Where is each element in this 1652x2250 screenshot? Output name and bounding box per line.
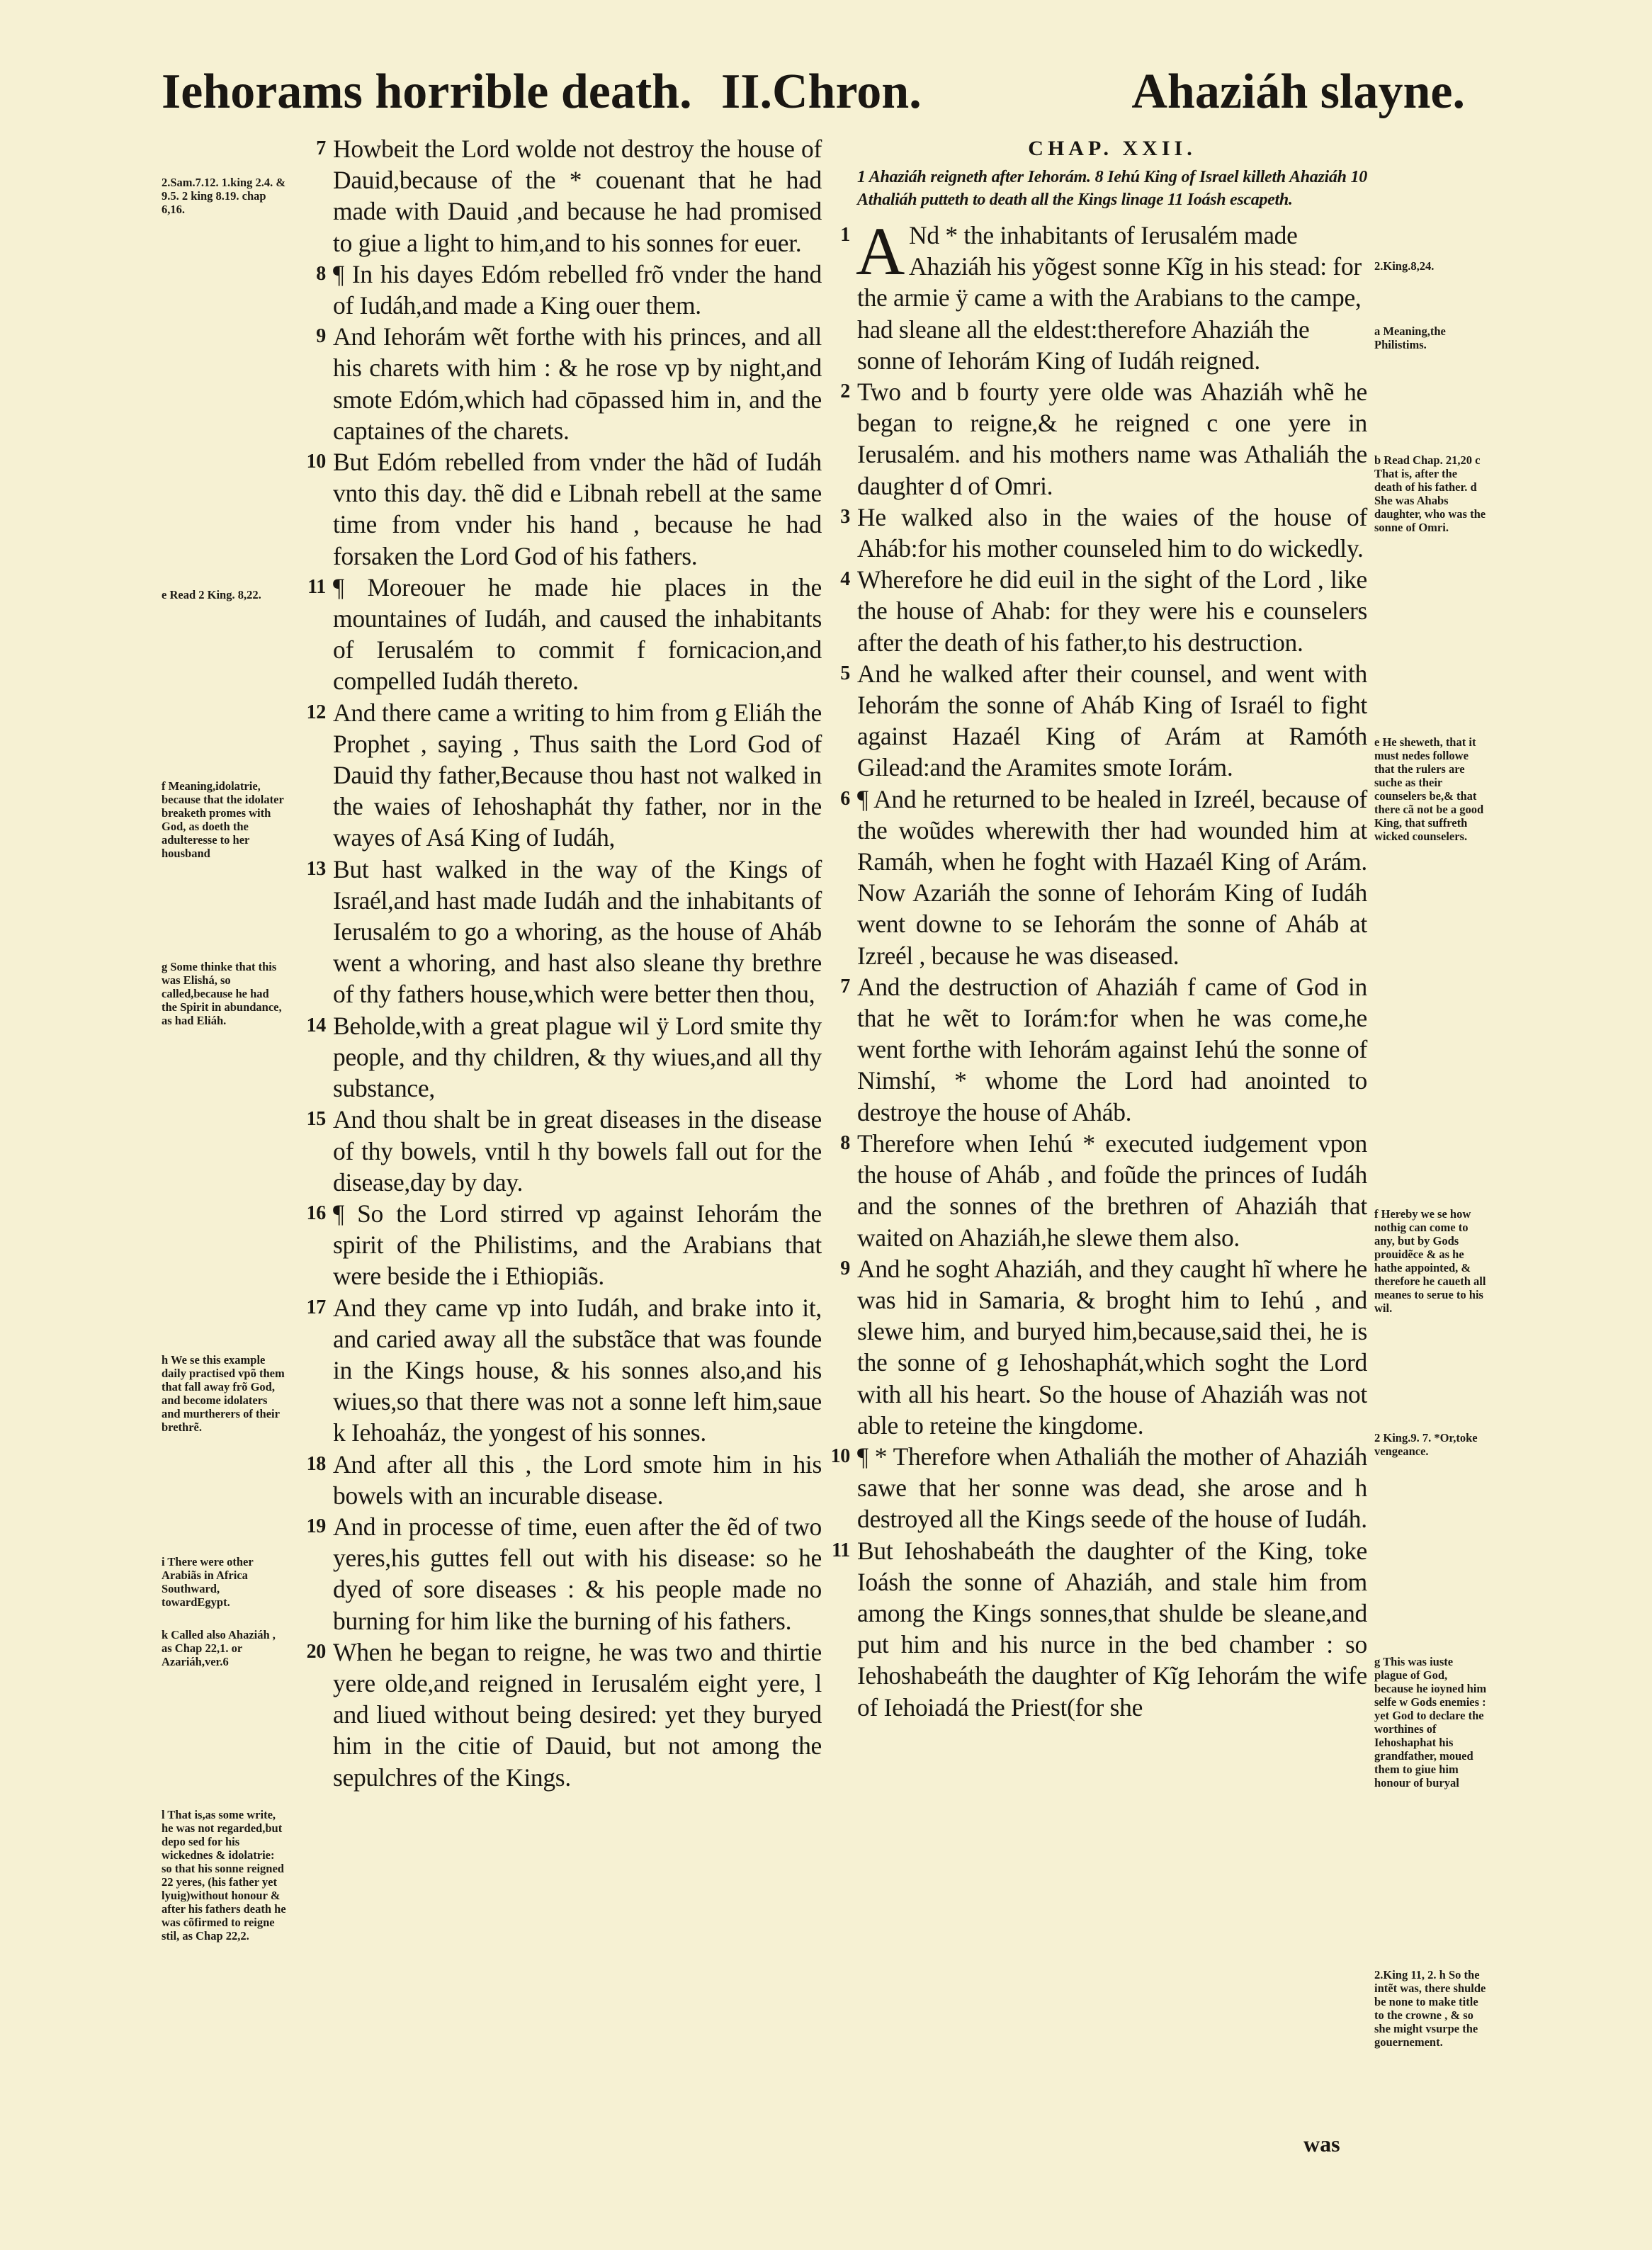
verse-number: 11 (307, 575, 326, 598)
verse-text: ¶ In his dayes Edóm rebelled frõ vnder the hand of Iudáh,and made a King ouer them. (333, 259, 822, 320)
verse-text: He walked also in the waies of the house of Aháb:for his mother counseled him to do wickedly. (857, 502, 1367, 563)
verse (306, 1010, 822, 1104)
right-text-column (830, 133, 1367, 1723)
verse-number: 11 (832, 1539, 850, 1561)
verse-number: 8 (316, 262, 326, 285)
verse-number: 6 (840, 787, 850, 810)
margin-note: k Called also Ahaziáh , as Chap 22,1. or Azariáh,ver.6 (162, 1628, 276, 1668)
margin-note: 2.King 11, 2. h So the intẽt was, there shulde be none to make title to the crowne , & so she might vsurpe the gouernement. (1374, 1968, 1486, 2049)
verse-number: 12 (306, 701, 326, 723)
verse-text: And thou shalt be in great diseases in the disease of thy bowels, vntil h thy bowels fall out for the disease,day by day. (333, 1105, 822, 1197)
verse-number: 7 (840, 975, 850, 997)
verse-text: And in processe of time, euen after the ẽd of two yeres,his guttes fell out with his disease: so he dyed of sore diseases : & his people made no burning for him like the burning of his fathers. (333, 1512, 822, 1635)
running-head (162, 64, 1465, 128)
margin-note: e Read 2 King. 8,22. (162, 588, 261, 601)
verse-number: 8 (840, 1131, 850, 1154)
verse-text: Wherefore he did euil in the sight of the Lord , like the house of Ahab: for they were his e counselers after the death of his father,to his destruction. (857, 565, 1367, 657)
margin-note: f Meaning,idolatrie, because that the idolater breaketh promes with God, as doeth the adulteresse to her housband (162, 779, 284, 860)
chapter-argument: 1 Ahaziáh reigneth after Iehorám. 8 Iehú King of Israel killeth Ahaziáh 10 Athaliáh putteth to death all the Kings linage 11 Ioásh escapeth. (857, 168, 1367, 209)
verse (832, 1535, 1367, 1723)
verse-number: 18 (306, 1452, 326, 1475)
verse (306, 1104, 822, 1198)
margin-note: 2 King.9. 7. *Or,toke vengeance. (1374, 1431, 1478, 1458)
verse (840, 376, 1367, 502)
verse (316, 259, 822, 321)
verse-text: Two and b fourty yere olde was Ahaziáh whẽ he began to reigne,& he reigned c one yere in Ierusalém. and his mothers name was Athaliáh the daughter d of Omri. (857, 378, 1367, 500)
verse-text: ¶ So the Lord stirred vp against Iehorám the spirit of the Philistims, and the Arabians that were beside the i Ethiopiãs. (333, 1199, 822, 1291)
verse-text: And they came vp into Iudáh, and brake into it, and caried away all the substãce that was founde in the Kings house, & his sonnes also,and his wiues,so that there was not a sonne left him,saue k Iehoaház, the yongest of his sonnes. (333, 1293, 822, 1447)
verse-text: When he began to reigne, he was two and thirtie yere olde,and reigned in Ierusalém eight yere, l and liued without being desired: yet they buryed him in the citie of Dauid, but not among the sepulchres of the Kings. (333, 1637, 822, 1792)
running-head-left: Iehorams horrible death. (162, 64, 692, 119)
verse (316, 321, 822, 446)
verse-text: ¶ And he returned to be healed in Izreél, because of the woũdes wherewith ther had wounded him at Ramáh, when he foght with Hazaél King of Arám. Now Azariáh the sonne of Iehorám King of Iudáh went downe to se Iehorám the sonne of Aháb at Izreél , because he was diseased. (857, 784, 1367, 970)
margin-note: g This was iuste plague of God, because he ioyned him selfe w Gods enemies : yet God to declare the worthines of Iehoshaphat his grandfather, moued them to giue him honour of buryal (1374, 1655, 1487, 1790)
running-head-book: II.Chron. (721, 64, 922, 119)
verse-number: 1 (840, 224, 850, 246)
verse-text: Howbeit the Lord wolde not destroy the house of Dauid,because of the * couenant that he had made with Dauid ,and because he had promised to giue a light to him,and to his sonnes for euer. (333, 135, 822, 257)
margin-note: e He sheweth, that it must nedes followe that the rulers are suche as their counselers be,& that there cã not be a good King, that suffreth wicked counselers. (1374, 735, 1484, 843)
verse (840, 658, 1367, 784)
verse-number: 17 (306, 1296, 326, 1318)
margin-note: l That is,as some write, he was not regarded,but depo sed for his wickednes & idolatrie: so that his sonne reigned 22 yeres, (his father yet lyuig)without honour & after his fathers death he was cõfirmed to reigne stil, as Chap 22,2. (162, 1808, 286, 1943)
verse-number: 5 (840, 662, 850, 684)
margin-note: f Hereby we se how nothig can come to any, but by Gods prouidẽce & as he hathe appointed, & therefore he caueth all meanes to serue to his wil. (1374, 1207, 1486, 1315)
drop-cap: A (856, 213, 905, 289)
verse-text: Beholde,with a great plague wil ÿ Lord smite thy people, and thy children, & thy wiues,and all thy substance, (333, 1011, 822, 1103)
chapter-heading: CHAP. XXII. (1028, 137, 1196, 160)
verse-number: 2 (840, 380, 850, 403)
verse-number: 14 (306, 1014, 326, 1036)
margin-note: b Read Chap. 21,20 c That is, after the death of his father. d She was Ahabs daughter, who was the sonne of Omri. (1374, 453, 1486, 534)
verse-number: 7 (316, 137, 326, 159)
verse (306, 854, 822, 1010)
margin-note: a Meaning,the Philistims. (1374, 324, 1446, 351)
verse (840, 971, 1367, 1128)
verse-number: 16 (306, 1202, 326, 1224)
verse-text: And he soght Ahaziáh, and they caught hĩ where he was hid in Samaria, & broght him to Iehú , and slewe him, and buryed him,because,said thei, he is the sonne of g Iehoshaphát,which soght the Lord with all his heart. So the house of Ahaziáh was not able to reteine the kingdome. (857, 1254, 1367, 1440)
verse-number: 9 (316, 325, 326, 348)
left-text-column (306, 133, 822, 1793)
verse (306, 1511, 822, 1636)
verse (830, 1441, 1367, 1535)
verse-number: 3 (840, 505, 850, 528)
verse (840, 502, 1367, 564)
verse-number: 20 (306, 1640, 326, 1663)
verse-text: Therefore when Iehú * executed iudgement vpon the house of Aháb , and foũde the princes of Iudáh and the sonnes of the brethren of Ahaziáh that waited on Ahaziáh,he slewe them also. (857, 1129, 1367, 1252)
margin-note: i There were other Arabiãs in Africa Southward, towardEgypt. (162, 1555, 254, 1609)
verse-text: And Iehorám wẽt forthe with his princes, and all his charets with him : & he rose vp by night,and smote Edóm,which had cōpassed him in, and the captaines of the charets. (333, 322, 822, 445)
verse (306, 1292, 822, 1449)
verse-text: And there came a writing to him from g Eliáh the Prophet , saying , Thus saith the Lord God of Dauid thy father,Because thou hast not walked in the waies of Iehoshaphát thy father, nor in the wayes of Asá King of Iudáh, (333, 698, 822, 852)
verse (316, 133, 822, 259)
verse (306, 1636, 822, 1793)
verse-text: And he walked after their counsel, and went with Iehorám the sonne of Aháb King of Israél to fight against Hazaél King of Arám at Ramóth Gilead:and the Aramites smote Iorám. (857, 659, 1367, 782)
verse-text: But Iehoshabeáth the daughter of the King, toke Ioásh the sonne of Ahaziáh, and stale him from among the Kings sonnes,that shulde be sleane,and put him and his nurce in the bed chamber : so Iehoshabeáth the daughter of Kĩg Iehorám the wife of Iehoiadá the Priest(for she (857, 1536, 1367, 1722)
verse-text: And after all this , the Lord smote him in his bowels with an incurable disease. (333, 1449, 822, 1510)
verse (840, 784, 1367, 971)
verse-number: 10 (830, 1445, 850, 1467)
verse-text: But Edóm rebelled from vnder the hãd of Iudáh vnto this day. thẽ did e Libnah rebell at the same time from vnder his hand , because he had forsaken the Lord God of his fathers. (333, 448, 822, 570)
verse (840, 1253, 1367, 1441)
verse (840, 1128, 1367, 1253)
verse-number: 13 (306, 857, 326, 880)
verse-number: 9 (840, 1257, 850, 1279)
verse (306, 446, 822, 572)
verse-number: 15 (306, 1108, 326, 1131)
catchword: was (1303, 2131, 1340, 2156)
verse (306, 1198, 822, 1292)
verse-text: Nd * the inhabitants of Ierusalém made Ahaziáh his yõgest sonne Kĩg in his stead: for the armie ÿ came a with the Arabians to the campe, had sleane all the eldest:therefore Ahaziáh the sonne of Iehorám King of Iudáh reigned. (857, 221, 1362, 375)
verse-text: ¶ * Therefore when Athaliáh the mother of Ahaziáh sawe that her sonne was dead, she arose and h destroyed all the Kings seede of the house of Iudáh. (857, 1442, 1367, 1534)
verse-number: 4 (840, 568, 850, 591)
verse (306, 697, 822, 854)
verse-text: And the destruction of Ahaziáh f came of God in that he wẽt to Iorám:for when he was come,he went forthe with Iehorám against Iehú the sonne of Nimshí, * whome the Lord had anointed to destroye the house of Aháb. (857, 972, 1367, 1126)
margin-note: 2.King.8,24. (1374, 259, 1435, 273)
verse (306, 1449, 822, 1511)
verse (307, 572, 822, 697)
verse-text: ¶ Moreouer he made hie places in the mountaines of Iudáh, and caused the inhabitants of Ierusalém to commit f fornicacion,and compelled Iudáh thereto. (333, 572, 822, 696)
verse-text: But hast walked in the way of the Kings of Israél,and hast made Iudáh and the inhabitants of Ierusalém to go a whoring, as the house of Aháb went a whoring, and hast also sleane thy brethre of thy fathers house,which were better then thou, (333, 854, 822, 1009)
running-head-right: Ahaziáh slayne. (1131, 64, 1465, 119)
verse (840, 213, 1367, 376)
verse (840, 564, 1367, 658)
margin-note: g Some thinke that this was Elishá, so called,because he had the Spirit in abundance, as had Eliáh. (162, 960, 282, 1027)
verse-number: 19 (306, 1515, 326, 1537)
verse-number: 10 (306, 451, 326, 473)
margin-note: h We se this example daily practised vpõ them that fall away frõ God, and become idolaters and murtherers of their brethrẽ. (162, 1353, 285, 1434)
margin-note: 2.Sam.7.12. 1.king 2.4. & 9.5. 2 king 8.19. chap 6,16. (162, 176, 286, 216)
